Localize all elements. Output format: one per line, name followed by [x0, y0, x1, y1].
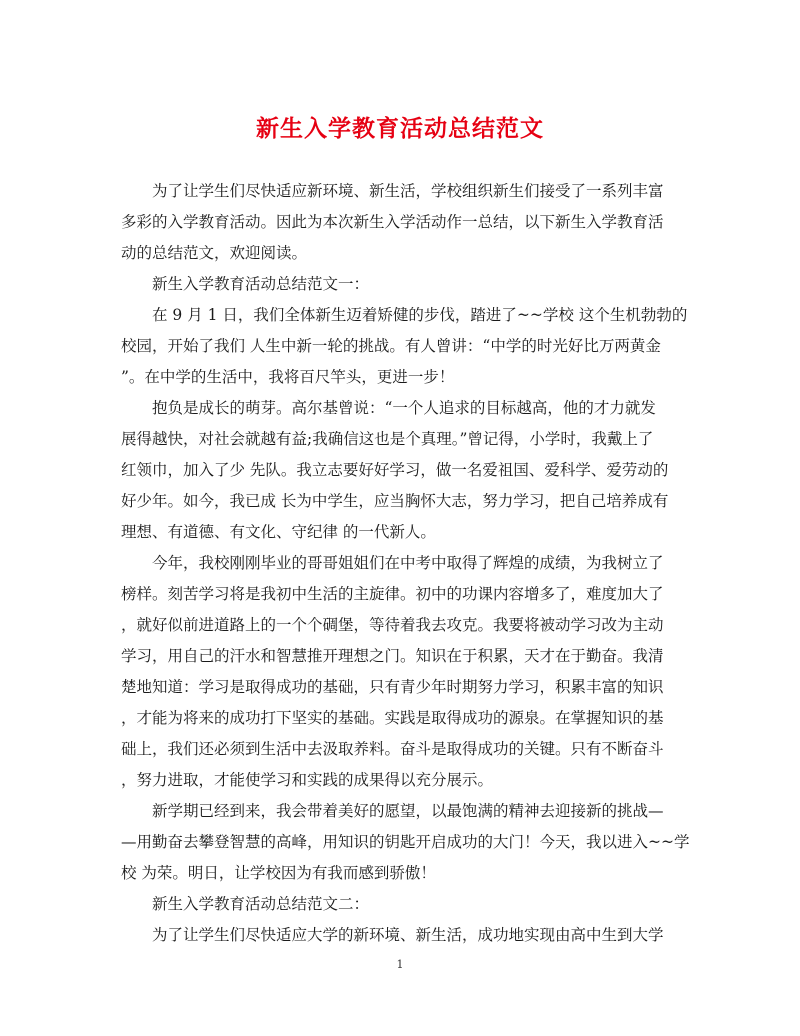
body-line: 好少年。如今，我已成 长为中学生，应当胸怀大志，努力学习，把自己培养成有 [121, 492, 669, 510]
body-line: 校 为荣。明日，让学校因为有我而感到骄傲！ [121, 864, 436, 882]
body-line: 动的总结范文，欢迎阅读。 [121, 244, 308, 262]
body-line: 在 9 月 1 日，我们全体新生迈着矫健的步伐，踏进了~~学校 这个生机勃勃的 [152, 306, 688, 324]
body-line: 础上，我们还必须到生活中去汲取养料。奋斗是取得成功的关键。只有不断奋斗 [121, 740, 664, 758]
document-title: 新生入学教育活动总结范文 [256, 115, 544, 142]
section-heading: 新生入学教育活动总结范文二： [152, 895, 370, 913]
page-number: 1 [396, 958, 404, 971]
body-line: 红领巾，加入了少 先队。我立志要好好学习，做一名爱祖国、爱科学、爱劳动的 [121, 461, 669, 479]
body-line: 楚地知道：学习是取得成功的基础，只有青少年时期努力学习，积累丰富的知识 [121, 678, 664, 696]
body-line: 多彩的入学教育活动。因此为本次新生入学活动作一总结，以下新生入学教育活 [121, 213, 664, 231]
body-line: 学习，用自己的汗水和智慧推开理想之门。知识在于积累，天才在于勤奋。我清 [121, 647, 664, 665]
body-line: 新学期已经到来，我会带着美好的愿望，以最饱满的精神去迎接新的挑战— [152, 802, 664, 820]
body-line: ，就好似前进道路上的一个个碉堡，等待着我去攻克。我要将被动学习改为主动 [121, 616, 664, 634]
body-line: 展得越快，对社会就越有益;我确信这也是个真理。”曾记得，小学时，我戴上了 [121, 430, 654, 448]
document-body [121, 176, 690, 951]
body-line: 为了让学生们尽快适应新环境、新生活，学校组织新生们接受了一系列丰富 [152, 182, 664, 200]
body-line: 抱负是成长的萌芽。高尔基曾说：“一个人追求的目标越高，他的才力就发 [152, 399, 656, 417]
body-line: 为了让学生们尽快适应大学的新环境、新生活，成功地实现由高中生到大学 [152, 926, 664, 944]
body-line: 榜样。刻苦学习将是我初中生活的主旋律。初中的功课内容增多了，难度加大了 [121, 585, 664, 603]
body-line: 校园，开始了我们 人生中新一轮的挑战。有人曾讲：“中学的时光好比万两黄金 [121, 337, 661, 355]
body-line: 理想、有道德、有文化、守纪律 的一代新人。 [121, 523, 436, 541]
body-line: 今年，我校刚刚毕业的哥哥姐姐们在中考中取得了辉煌的成绩，为我树立了 [152, 554, 664, 572]
body-line: ，才能为将来的成功打下坚实的基础。实践是取得成功的源泉。在掌握知识的基 [121, 709, 664, 727]
body-line: ”。在中学的生活中，我将百尺竿头，更进一步！ [121, 368, 455, 386]
body-line: —用勤奋去攀登智慧的高峰，用知识的钥匙开启成功的大门！今天，我以进入~~学 [121, 833, 690, 851]
body-line: ，努力进取，才能使学习和实践的成果得以充分展示。 [121, 771, 494, 789]
section-heading: 新生入学教育活动总结范文一： [152, 275, 370, 293]
